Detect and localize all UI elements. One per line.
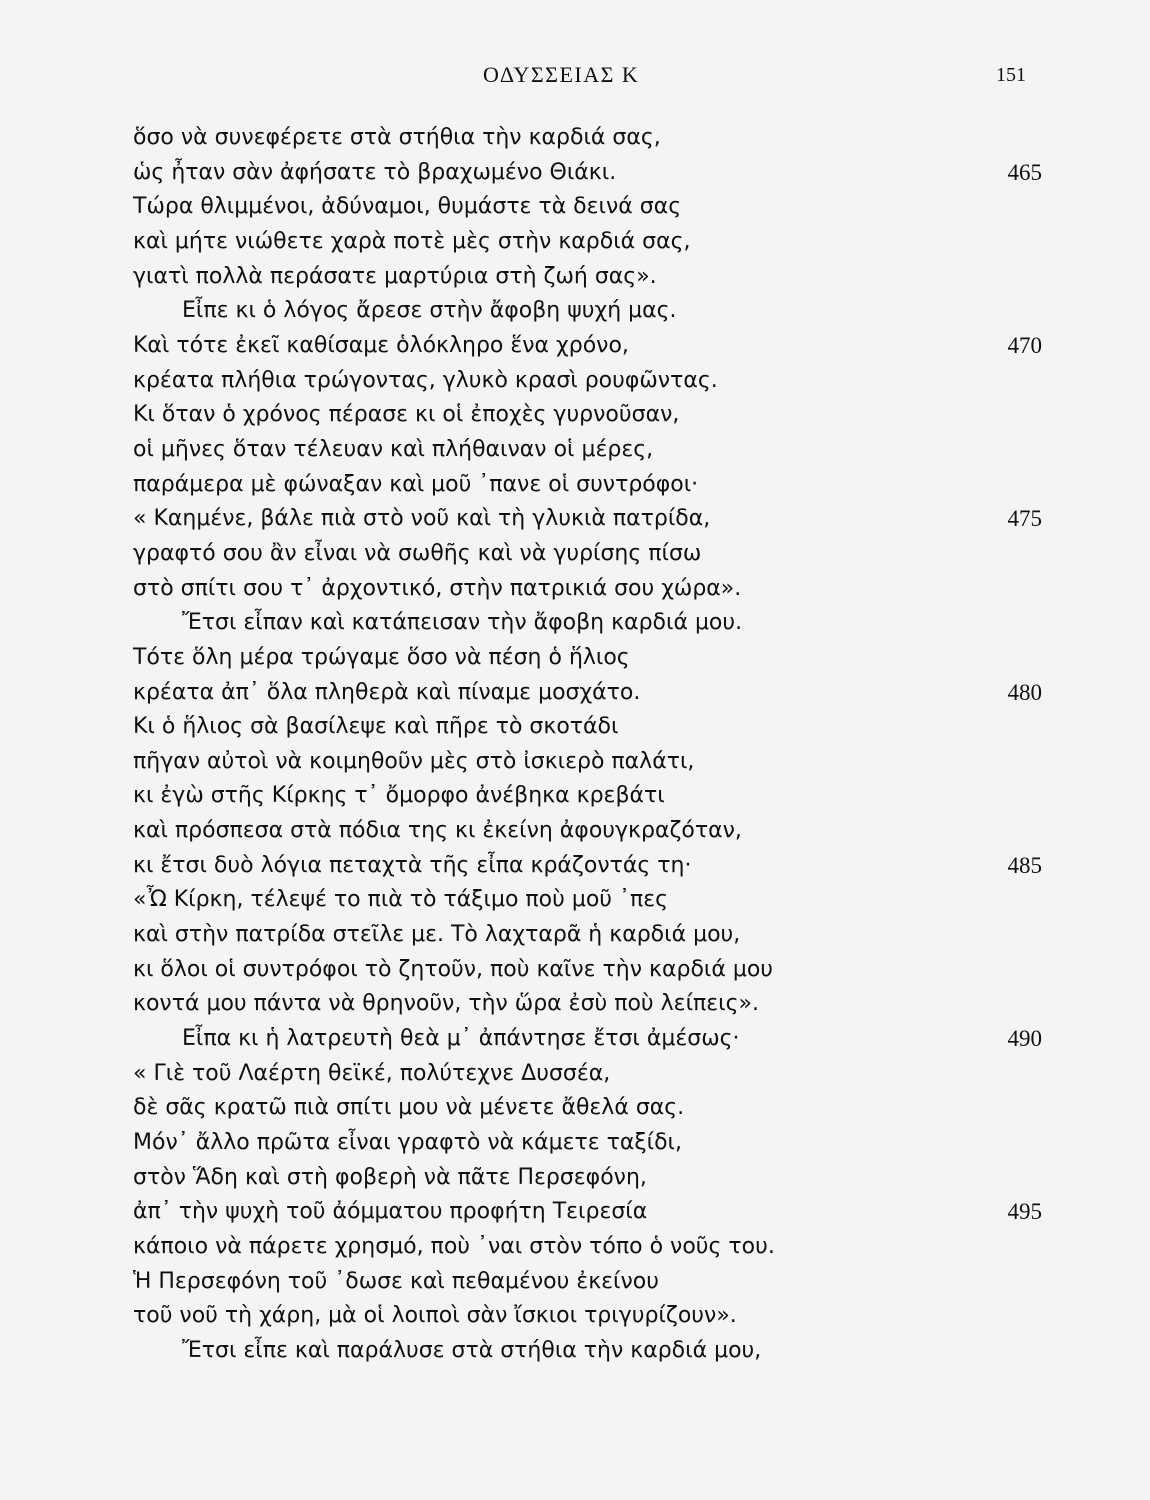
verse-line-text: κρέατα ἀπ᾽ ὅλα πληθερὰ καὶ πίναμε μοσχάτο.: [133, 679, 641, 705]
verse-line: [0, 606, 1150, 641]
verse-line-text: καὶ στὴν πατρίδα στεῖλε με. Τὸ λαχταρᾶ ἡ καρδιά μου,: [133, 922, 741, 948]
verse-line-text: γιατὶ πολλὰ περάσατε μαρτύρια στὴ ζωή σας».: [133, 263, 657, 289]
verse-line-text: Τώρα θλιμμένοι, ἀδύναμοι, θυμάστε τὰ δεινά σας: [133, 194, 682, 220]
verse-line: [0, 364, 1150, 399]
verse-line-number: 470: [1007, 332, 1042, 358]
verse-line-text: γραφτό σου ἂν εἶναι νὰ σωθῆς καὶ νὰ γυρίσης πίσω: [133, 540, 702, 566]
verse-line: [0, 398, 1150, 433]
verse-line-text: Εἶπα κι ἡ λατρευτὴ θεὰ μ᾽ ἀπάντησε ἔτσι ἀμέσως·: [182, 1026, 740, 1052]
verse-line-text: κρέατα πλήθια τρώγοντας, γλυκὸ κρασὶ ρουφῶντας.: [133, 367, 718, 393]
verse-line-text: « Γιὲ τοῦ Λαέρτη θεϊκέ, πολύτεχνε Δυσσέα,: [133, 1060, 611, 1086]
verse-line-text: καὶ πρόσπεσα στὰ πόδια της κι ἐκείνη ἀφουγκραζόταν,: [133, 818, 742, 844]
verse-line-text: κι ἐγὼ στῆς Κίρκης τ᾽ ὄμορφο ἀνέβηκα κρεβάτι: [133, 783, 665, 809]
verse-line-text: τοῦ νοῦ τὴ χάρη, μὰ οἱ λοιποὶ σὰν ἴσκιοι τριγυρίζουν».: [133, 1303, 737, 1329]
verse-line-text: κοντά μου πάντα νὰ θρηνοῦν, τὴν ὥρα ἐσὺ ποὺ λείπεις».: [133, 991, 759, 1017]
verse-line-text: Κι ὁ ἥλιος σὰ βασίλεψε καὶ πῆρε τὸ σκοτάδι: [133, 714, 619, 740]
verse-line: [0, 156, 1150, 191]
verse-line-text: στὸ σπίτι σου τ᾽ ἀρχοντικό, στὴν πατρικιά σου χώρα».: [133, 575, 742, 601]
verse-line-number: 480: [1007, 679, 1042, 705]
verse-line: [0, 329, 1150, 364]
verse-line: [0, 190, 1150, 225]
verse-line: [0, 1091, 1150, 1126]
verse-line-text: Ἔτσι εἶπαν καὶ κατάπεισαν τὴν ἄφοβη καρδιά μου.: [182, 610, 743, 636]
verse-line-text: «Ὦ Κίρκη, τέλεψέ το πιὰ τὸ τάξιμο ποὺ μοῦ ᾽πες: [133, 887, 669, 913]
verse-line: [0, 260, 1150, 295]
verse-line: [0, 1299, 1150, 1334]
verse-line-text: οἱ μῆνες ὅταν τέλευαν καὶ πλήθαιναν οἱ μέρες,: [133, 436, 654, 462]
verse-line-text: κι ἔτσι δυὸ λόγια πεταχτὰ τῆς εἶπα κράζοντάς τη·: [133, 852, 692, 878]
verse-line-number: 495: [1007, 1199, 1042, 1225]
verse-line: [0, 1195, 1150, 1230]
verse-line-text: κι ὅλοι οἱ συντρόφοι τὸ ζητοῦν, ποὺ καῖνε τὴν καρδιά μου: [133, 956, 774, 982]
verse-line-text: Εἶπε κι ὁ λόγος ἄρεσε στὴν ἄφοβη ψυχή μας.: [182, 298, 677, 324]
verse-line: [0, 1022, 1150, 1057]
verse-line-number: 465: [1007, 159, 1042, 185]
verse-line: [0, 1126, 1150, 1161]
verse-line-text: κάποιο νὰ πάρετε χρησμό, ποὺ ᾽ναι στὸν τόπο ὁ νοῦς του.: [133, 1234, 775, 1259]
verse-line-text: ὅσο νὰ συνεφέρετε στὰ στήθια τὴν καρδιά σας,: [133, 125, 661, 150]
verse-line: [0, 225, 1150, 260]
verse-line-number: 475: [1007, 506, 1042, 532]
verse-line: [0, 294, 1150, 329]
verse-line: [0, 468, 1150, 503]
verse-line-number: 490: [1007, 1026, 1042, 1052]
verse-line: [0, 1057, 1150, 1092]
verse-line: [0, 433, 1150, 468]
verse-line-text: πῆγαν αὐτοὶ νὰ κοιμηθοῦν μὲς στὸ ἰσκιερὸ παλάτι,: [133, 748, 695, 774]
verse-line: [0, 641, 1150, 676]
page-number: 151: [996, 64, 1026, 86]
verse-line: [0, 1334, 1150, 1369]
verse-line-text: παράμερα μὲ φώναξαν καὶ μοῦ ᾽πανε οἱ συντρόφοι·: [133, 471, 699, 497]
verse-line: [0, 710, 1150, 745]
verse-line-text: Καὶ τότε ἐκεῖ καθίσαμε ὁλόκληρο ἕνα χρόνο,: [133, 332, 629, 358]
verse-line-text: « Καημένε, βάλε πιὰ στὸ νοῦ καὶ τὴ γλυκιὰ πατρίδα,: [133, 506, 711, 532]
verse-line-text: καὶ μήτε νιώθετε χαρὰ ποτὲ μὲς στὴν καρδιά σας,: [133, 228, 691, 254]
verse-line-text: δὲ σᾶς κρατῶ πιὰ σπίτι μου νὰ μένετε ἄθελά σας.: [133, 1095, 685, 1121]
verse-line-text: Ἔτσι εἶπε καὶ παράλυσε στὰ στήθια τὴν καρδιά μου,: [182, 1337, 762, 1363]
verse-line: [0, 1161, 1150, 1196]
verse-line: [0, 953, 1150, 988]
verse-line: [0, 814, 1150, 849]
verse-line: [0, 779, 1150, 814]
verse-line: [0, 987, 1150, 1022]
verse-line: [0, 537, 1150, 572]
verse-line: [0, 1265, 1150, 1300]
verse-line: [0, 1230, 1150, 1265]
verse-line: [0, 121, 1150, 156]
verse-line: [0, 572, 1150, 607]
running-head: [0, 62, 1150, 92]
verse-line-text: Κι ὅταν ὁ χρόνος πέρασε κι οἱ ἐποχὲς γυρνοῦσαν,: [133, 402, 680, 428]
verse-line: [0, 849, 1150, 884]
verse-line-text: ἀπ᾽ τὴν ψυχὴ τοῦ ἀόμματου προφήτη Τειρεσία: [133, 1199, 648, 1225]
running-title: ΟΔΥΣΣΕΙΑΣ Κ: [483, 62, 640, 87]
verse-line: [0, 502, 1150, 537]
verse-line: [0, 745, 1150, 780]
verse-text: [0, 121, 1150, 1369]
verse-line: [0, 883, 1150, 918]
verse-line-text: ὡς ἦταν σὰν ἀφήσατε τὸ βραχωμένο Θιάκι.: [133, 159, 617, 185]
verse-line: [0, 918, 1150, 953]
verse-line-text: Τότε ὅλη μέρα τρώγαμε ὅσο νὰ πέση ὁ ἥλιος: [133, 644, 630, 670]
verse-line-text: Μόν᾽ ἄλλο πρῶτα εἶναι γραφτὸ νὰ κάμετε ταξίδι,: [133, 1130, 682, 1156]
verse-line-text: στὸν Ἅδη καὶ στὴ φοβερὴ νὰ πᾶτε Περσεφόνη,: [133, 1164, 647, 1190]
verse-line-text: Ἡ Περσεφόνη τοῦ ᾽δωσε καὶ πεθαμένου ἐκείνου: [133, 1268, 659, 1294]
verse-line: [0, 676, 1150, 711]
verse-line-number: 485: [1007, 852, 1042, 878]
